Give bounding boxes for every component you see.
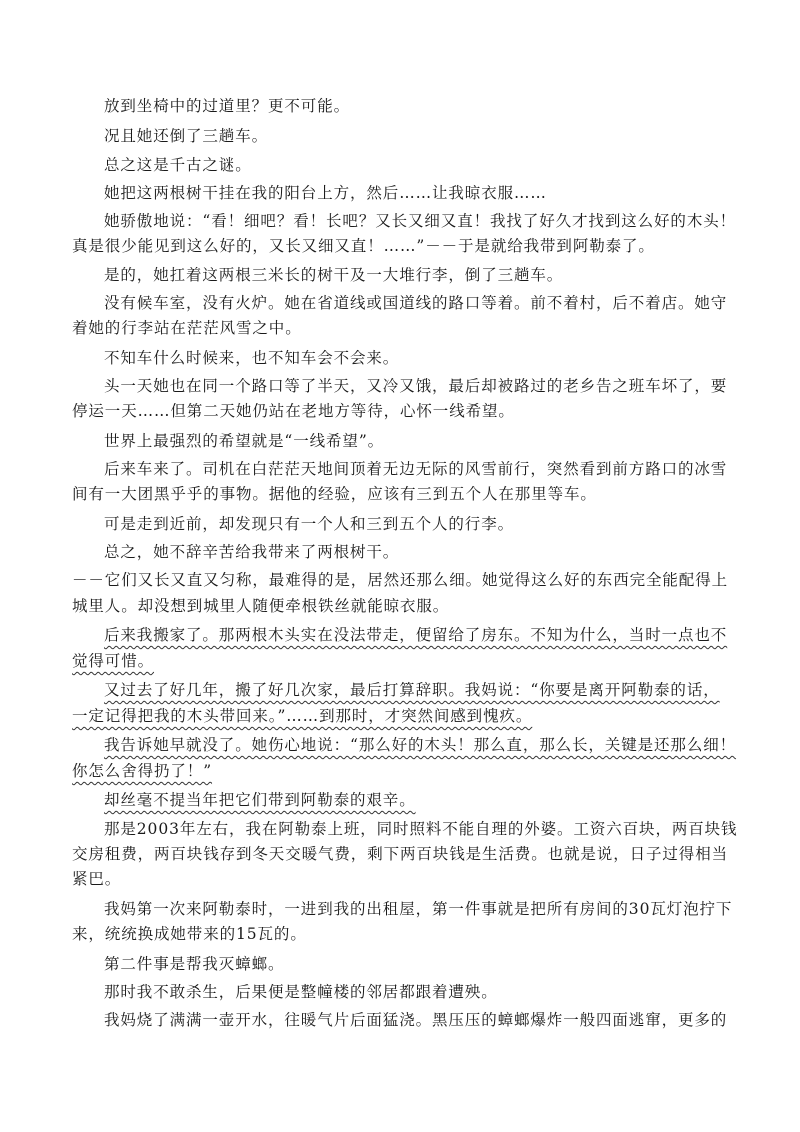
text-line: 第二件事是帮我灭蟑螂。	[104, 955, 285, 973]
text-line: 是的，她扛着这两根三米长的树干及一大堆行李，倒了三趟车。	[104, 266, 564, 284]
text-line: 我妈第一次来阿勒泰时，一进到我的出租屋，第一件事就是把所有房间的30瓦灯泡拧下	[104, 900, 733, 918]
text-line: 那是2003年左右，我在阿勒泰上班，同时照料不能自理的外婆。工资六百块，两百块钱	[104, 820, 738, 838]
text-line: 头一天她也在同一个路口等了半天，又冷又饿，最后却被路过的老乡告之班车坏了，要	[104, 377, 728, 395]
underlined-text-line: 一定记得把我的木头带回来。”……到那时，才突然间感到愧疚。	[72, 707, 533, 725]
text-line: 没有候车室，没有火炉。她在省道线或国道线的路口等着。前不着村，后不着店。她守	[104, 294, 728, 312]
text-line: 放到坐椅中的过道里？更不可能。	[104, 97, 351, 115]
text-line: 真是很少能见到这么好的，又长又细又直！……”－－于是就给我带到阿勒泰了。	[72, 237, 655, 255]
text-line: 不知车什么时候来，也不知车会不会来。	[104, 349, 400, 367]
underlined-text-line: 我告诉她早就没了。她伤心地说：“那么好的木头！那么直，那么长，关键是还那么细！	[104, 736, 737, 754]
underlined-text-line: 你怎么舍得扔了！”	[72, 762, 213, 780]
underlined-text-line: 又过去了好几年，搬了好几次家，最后打算辞职。我妈说：“你要是离开阿勒泰的话，	[104, 681, 720, 699]
text-line: 那时我不敢杀生，后果便是整幢楼的邻居都跟着遭殃。	[104, 983, 498, 1001]
underlined-text-line: 后来我搬家了。那两根木头实在没法带走，便留给了房东。不知为什么，当时一点也不	[104, 626, 728, 644]
text-line: 来，统统换成她带来的15瓦的。	[72, 925, 307, 943]
text-line: 世界上最强烈的希望就是“一线希望”。	[104, 432, 385, 450]
text-line: 着她的行李站在茫茫风雪之中。	[72, 319, 302, 337]
text-line: 后来车来了。司机在白茫茫天地间顶着无边无际的风雪前行，突然看到前方路口的冰雪	[104, 460, 728, 478]
text-line: 总之这是千古之谜。	[104, 156, 252, 174]
text-line: 况且她还倒了三趟车。	[104, 127, 269, 145]
underlined-text-line: 觉得可惜。	[72, 652, 155, 670]
text-line: 交房租费，两百块钱存到冬天交暖气费，剩下两百块钱是生活费。也就是说，日子过得相当	[72, 845, 729, 863]
text-line: 可是走到近前，却发现只有一个人和三到五个人的行李。	[104, 515, 515, 533]
text-line: －－它们又长又直又匀称，最难得的是，居然还那么细。她觉得这么好的东西完全能配得上	[72, 571, 729, 589]
text-line: 城里人。却没想到城里人随便牵根铁丝就能晾衣服。	[72, 597, 450, 615]
text-line: 总之，她不辞辛苦给我带来了两根树干。	[104, 543, 400, 561]
text-line: 她把这两根树干挂在我的阳台上方，然后……让我晾衣服……	[104, 184, 547, 202]
text-line: 她骄傲地说：“看！细吧？看！长吧？又长又细又直！我找了好久才找到这么好的木头！	[104, 212, 737, 230]
text-line: 间有一大团黑乎乎的事物。据他的经验，应该有三到五个人在那里等车。	[72, 485, 597, 503]
text-line: 紧巴。	[72, 870, 122, 888]
text-line: 停运一天……但第二天她仍站在老地方等待，心怀一线希望。	[72, 402, 515, 420]
text-line: 我妈烧了满满一壶开水，往暖气片后面猛浇。黑压压的蟑螂爆炸一般四面逃窜，更多的	[104, 1011, 728, 1029]
underlined-text-line: 却丝毫不提当年把它们带到阿勒泰的艰辛。	[104, 791, 416, 809]
